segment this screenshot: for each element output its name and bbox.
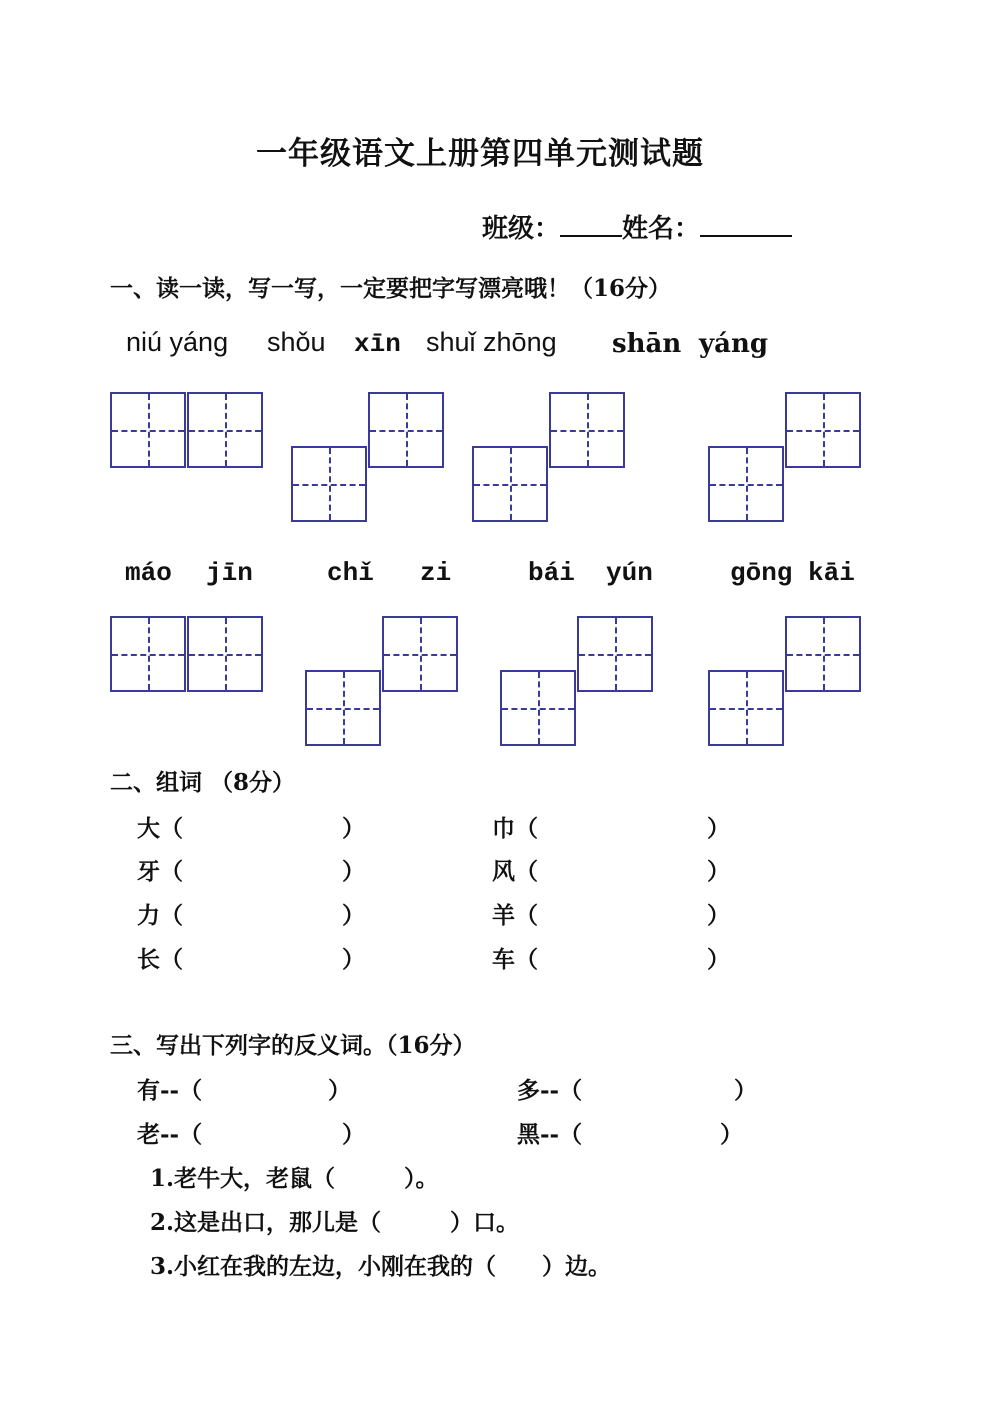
pinyin: shān	[612, 329, 682, 359]
writing-box[interactable]	[110, 616, 186, 692]
writing-box[interactable]	[472, 446, 548, 522]
antonym-close: ）	[720, 1121, 743, 1148]
section3-heading: 三、写出下列字的反义词。（16分）	[110, 1032, 476, 1059]
antonym-close: ）	[734, 1077, 757, 1104]
section2-heading: 二、组词 （8分）	[110, 769, 296, 796]
writing-box[interactable]	[305, 670, 381, 746]
class-label: 班级：	[482, 214, 561, 244]
word-item: 牙（	[137, 858, 183, 885]
writing-box[interactable]	[382, 616, 458, 692]
antonym-item: 老--（	[137, 1121, 203, 1148]
pinyin: xīn	[354, 329, 401, 359]
writing-box[interactable]	[291, 446, 367, 522]
word-close: ）	[342, 858, 365, 885]
section1-heading: 一、读一读，写一写，一定要把字写漂亮哦！（16分）	[110, 275, 672, 302]
pinyin: shuǐ zhōng	[426, 327, 557, 357]
name-label: 姓名：	[622, 214, 701, 244]
pinyin: yáng	[699, 329, 769, 359]
word-item: 大（	[137, 815, 183, 842]
writing-box[interactable]	[708, 670, 784, 746]
writing-box[interactable]	[785, 616, 861, 692]
antonym-close: ）	[342, 1121, 365, 1148]
sentence: 1.老牛大，老鼠（ ）。	[150, 1165, 439, 1192]
writing-box[interactable]	[577, 616, 653, 692]
writing-box[interactable]	[549, 392, 625, 468]
writing-box[interactable]	[708, 446, 784, 522]
pinyin: chǐ	[327, 558, 374, 588]
page-title: 一年级语文上册第四单元测试题	[256, 136, 704, 172]
class-blank[interactable]	[560, 211, 622, 237]
sentence: 2.这是出口，那儿是（ ）口。	[150, 1209, 520, 1236]
word-close: ）	[707, 858, 730, 885]
word-close: ）	[707, 946, 730, 973]
word-item: 风（	[492, 858, 538, 885]
writing-box[interactable]	[110, 392, 186, 468]
word-close: ）	[342, 815, 365, 842]
pinyin: máo	[125, 558, 172, 588]
pinyin: zi	[420, 558, 452, 588]
pinyin: yún	[606, 558, 653, 588]
word-item: 巾（	[492, 815, 538, 842]
writing-box[interactable]	[368, 392, 444, 468]
antonym-item: 多--（	[517, 1077, 583, 1104]
class-name-line	[482, 208, 792, 245]
word-item: 车（	[492, 946, 538, 973]
word-close: ）	[342, 902, 365, 929]
pinyin: bái	[528, 558, 575, 588]
pinyin: jīn	[206, 558, 253, 588]
pinyin: shǒu	[267, 327, 326, 357]
antonym-close: ）	[328, 1077, 351, 1104]
writing-box[interactable]	[187, 616, 263, 692]
antonym-item: 黑--（	[517, 1121, 583, 1148]
word-close: ）	[342, 946, 365, 973]
pinyin: niú yáng	[126, 327, 229, 357]
word-item: 羊（	[492, 902, 538, 929]
antonym-item: 有--（	[137, 1077, 203, 1104]
writing-box[interactable]	[187, 392, 263, 468]
word-item: 长（	[137, 946, 183, 973]
word-close: ）	[707, 815, 730, 842]
word-item: 力（	[137, 902, 183, 929]
pinyin: gōng kāi	[730, 558, 855, 588]
writing-box[interactable]	[785, 392, 861, 468]
word-close: ）	[707, 902, 730, 929]
sentence: 3.小红在我的左边，小刚在我的（ ）边。	[150, 1253, 612, 1280]
writing-box[interactable]	[500, 670, 576, 746]
name-blank[interactable]	[700, 211, 792, 237]
